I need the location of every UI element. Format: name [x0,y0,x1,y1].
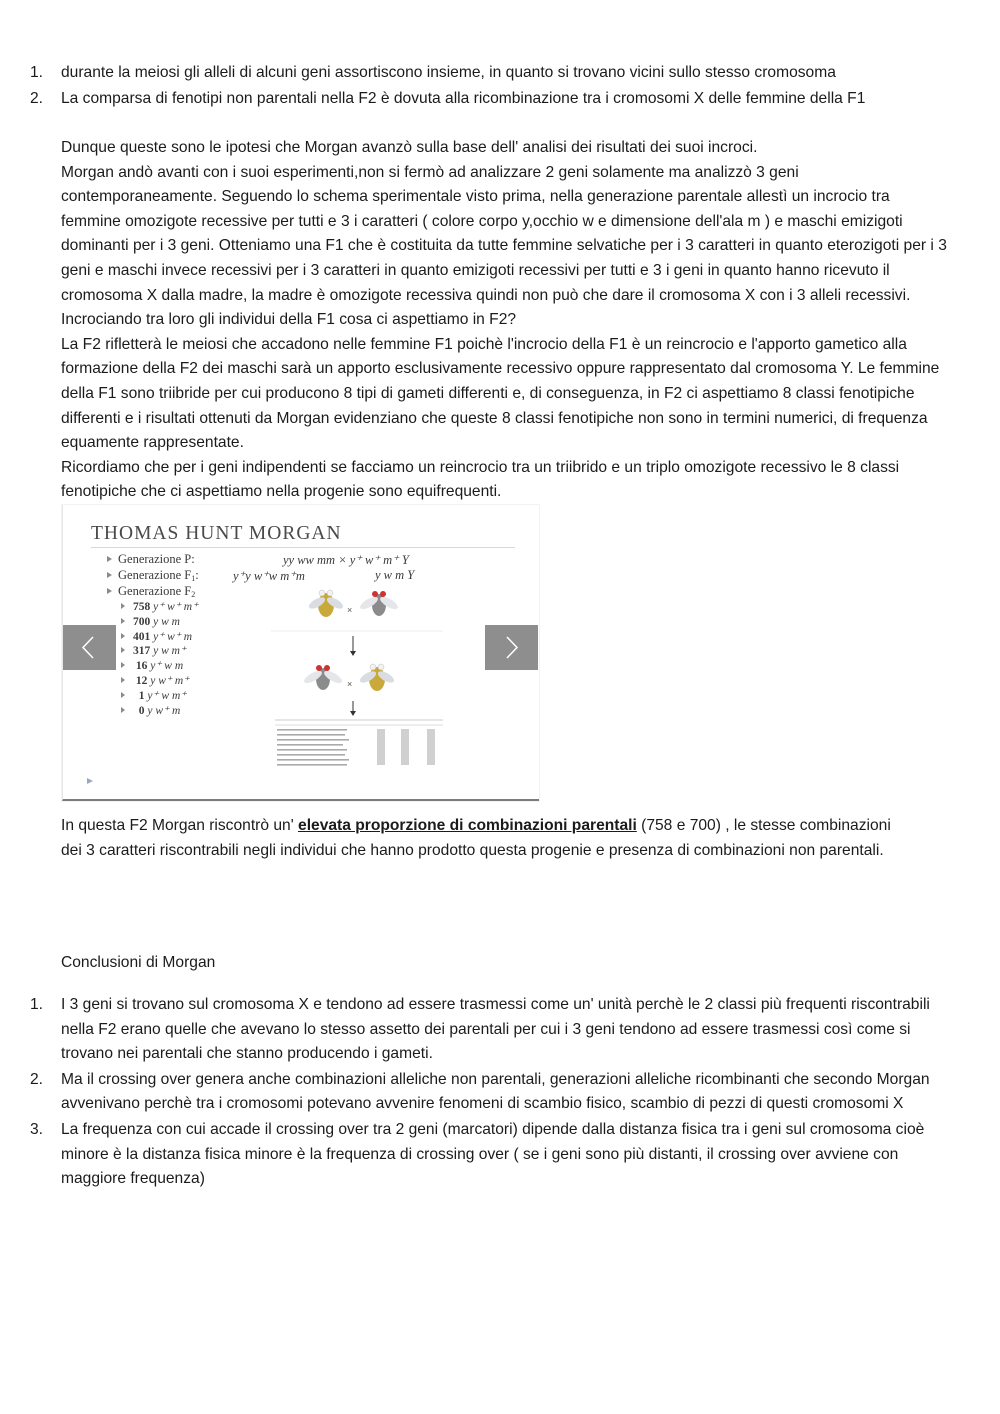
list-item [0,1118,941,1192]
f2-count: 700 [133,615,151,628]
gen-p-cross [283,552,409,568]
gen-f2-row [107,584,195,599]
conclusions-heading: Conclusioni di Morgan [61,954,216,971]
bullet-icon [121,603,125,609]
list-item [0,1068,941,1117]
bullet-icon [121,662,125,668]
f2-class-list [121,600,198,718]
f2-count: 317 [133,645,151,658]
morgan-slide [62,505,539,801]
f2-genotype: y w m⁺ [153,645,187,658]
after-slide-pre: In questa F2 Morgan riscontrò un' [61,817,299,834]
paragraph: La F2 rifletterà le meiosi che accadono nelle femmine F1 poichè l'incrocio della F1 è un reincrocio e l'apporto gametico alla formazione della F2 dei maschi sarà un apporto esclusivamente recessivo oppure rappresentato dal cromosoma Y. Le femmine della F1 sono triibride per cui producono 8 tipi di gameti differenti e, di conseguenza, in F2 ci aspettiamo 8 classi fenotipiche differenti e i risultati ottenuti da Morgan evidenziano che queste 8 classi fenotipiche non sono in termini numerici, di frequenza equamente rappresentate. [61,335,940,452]
svg-text:×: × [347,605,353,615]
list-item [0,61,941,86]
f2-count: 1 [138,689,145,702]
f2-genotype: y⁺ w m⁺ [147,689,187,702]
bullet-icon [121,647,125,653]
gen-f1-subscript: 1 [191,574,196,583]
f2-genotype: y⁺ w⁺ m [153,630,193,643]
gen-f1-male-text: y w m Y [375,568,415,582]
bullet-icon [107,572,112,578]
fly-cross-diagram [271,583,451,768]
f2-class-item [121,659,198,674]
gen-f2-subscript: 2 [191,590,196,599]
chevron-left-icon [79,635,99,660]
fly-icon [358,664,396,691]
fly-icon [358,591,399,616]
list-number: 1. [30,996,44,1013]
slide-divider [91,547,515,548]
f2-class-item [121,644,198,659]
gen-f1-female-text: y⁺y w⁺w m⁺m [233,569,305,583]
paragraph: Dunque queste sono le ipotesi che Morgan avanzò sulla base dell' analisi dei risultati dei suoi incroci. [61,139,758,156]
gen-p-label: Generazione P: [118,552,195,566]
bullet-icon [107,556,112,562]
gen-p-row [107,552,195,567]
f2-count: 401 [133,630,151,643]
f2-class-item [121,704,198,719]
f2-count: 16 [135,660,148,673]
f2-genotype: y w⁺ m⁺ [150,674,190,687]
f2-genotype: y w⁺ m [147,704,181,717]
f2-count: 12 [135,674,148,687]
gen-f1-female [233,568,305,584]
bullet-icon [121,677,125,683]
gen-f1-male [375,568,414,583]
body-text [61,136,951,505]
f2-genotype: y w m [153,615,180,628]
f2-class-item [121,674,198,689]
gen-p-cross-text: yy ww mm × y⁺ w⁺ m⁺ Y [283,553,409,567]
chevron-right-icon [501,635,521,660]
after-slide-paragraph [61,814,891,863]
play-icon[interactable] [87,778,93,784]
bullet-icon [121,618,125,624]
bullet-icon [107,588,112,594]
list-number: 2. [30,1070,44,1088]
list-number: 1. [30,64,44,81]
bullet-icon [121,633,125,639]
paragraph: Morgan andò avanti con i suoi esperimenti,non si fermò ad analizzare 2 geni solamente ma analizzò 3 geni contemporaneamente. Seguendo lo schema sperimentale visto prima, nella generazione parentale allestì un incrocio tra femmine omozigote recessive per tutti e 3 i caratteri ( colore corpo y,occhio w e dimensione dell'ala m ) e maschi emizigoti dominanti per i 3 geni. Otteniamo una F1 che è costituita da tutte femmine selvatiche per i 3 caratteri in quanto eterozigoti per i 3 geni e maschi invece recessivi per i 3 caratteri in quanto emizigoti recessivi per tutti e 3 i geni in quanto hanno ricevuto il cromosoma X dalla madre, la madre è omozigote recessiva quindi non può che dare il cromosoma X con i 3 alleli recessivi. Incrociando tra loro gli individui della F1 cosa ci aspettiamo in F2? [61,163,947,329]
list-item [0,87,941,112]
gen-f1-label: Generazione F [118,568,192,582]
conclusions-list [0,993,941,1192]
hypotheses-list [0,61,941,111]
list-text: La comparsa di fenotipi non parentali nella F2 è dovuta alla ricombinazione tra i cromosomi X delle femmine della F1 [61,89,866,107]
list-number: 3. [30,1120,44,1138]
gen-f2-label: Generazione F [118,584,192,598]
list-text: I 3 geni si trovano sul cromosoma X e tendono ad essere trasmessi come un' unità perchè le 2 classi più frequenti riscontrabili nella F2 erano quelle che avevano lo stesso assetto dei parentali per cui i 3 geni tendono ad essere trasmessi così come si trovano nei parentali che stanno producendo i gameti. [61,996,930,1063]
f2-count: 758 [133,601,151,613]
list-item [0,993,941,1067]
list-number: 2. [30,89,44,107]
fly-icon [302,665,343,690]
after-slide-post: (758 e 700) , le stesse combinazioni dei 3 caratteri riscontrabili negli individui che hanno prodotto questa progenie e presenza di combinazioni non parentali. [61,817,891,859]
bullet-icon [121,692,125,698]
f2-class-item [121,600,198,615]
next-slide-button[interactable] [485,625,538,670]
gen-f1-row: Generazione $F_1$: [107,568,199,583]
f2-class-item [121,630,198,645]
fly-icon [307,590,345,617]
paragraph: Ricordiamo che per i geni indipendenti se facciamo un reincrocio tra un triibrido e un triplo omozigote recessivo le 8 classi fenotipiche che ci aspettiamo nella progenie sono equifrequenti. [61,458,900,501]
f2-genotype: y⁺ w⁺ m⁺ [153,601,199,613]
svg-text:×: × [347,679,353,689]
f2-count: 0 [138,704,145,717]
list-text: Ma il crossing over genera anche combinazioni alleliche non parentali, generazioni alleliche ricombinanti che secondo Morgan avvenivano perchè tra i cromosomi potevano avvenire fenomeni di scambio fisico, scambio di pezzi di questi cromosomi X [61,1070,930,1113]
f2-class-item [121,689,198,704]
prev-slide-button[interactable] [63,625,116,670]
list-text: durante la meiosi gli alleli di alcuni geni assortiscono insieme, in quanto si trovano vicini sullo stesso cromosoma [61,64,836,81]
emphasized-phrase: elevata proporzione di combinazioni parentali [298,817,637,834]
f2-table-graphic [275,720,443,766]
list-text: La frequenza con cui accade il crossing over tra 2 geni (marcatori) dipende dalla distanza fisica tra i geni sul cromosoma cioè minore è la distanza fisica minore è la frequenza di crossing over ( se i geni sono più distanti, il crossing over avviene con maggiore frequenza) [61,1120,925,1188]
slide-title: THOMAS HUNT MORGAN [91,523,342,544]
f2-class-item [121,615,198,630]
bullet-icon [121,707,125,713]
f2-genotype: y⁺ w m [150,660,184,673]
